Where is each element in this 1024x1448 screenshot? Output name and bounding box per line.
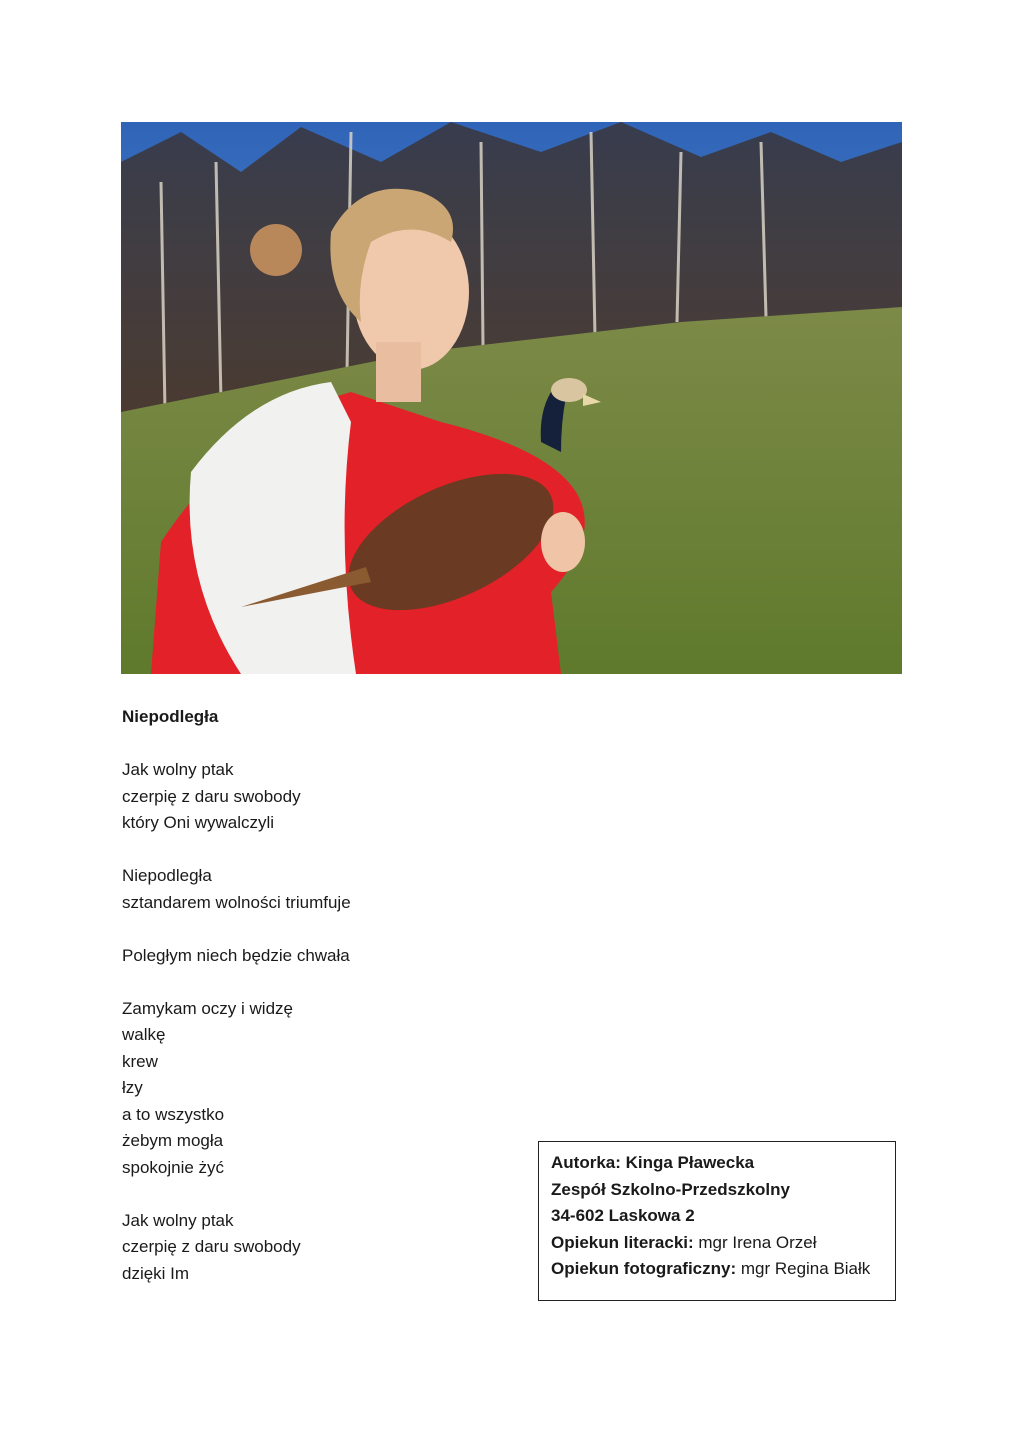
literary-supervisor-line bbox=[551, 1230, 883, 1257]
literary-supervisor-label: Opiekun literacki: bbox=[551, 1232, 694, 1252]
stanza bbox=[122, 757, 522, 837]
stanza bbox=[122, 1208, 522, 1288]
poem-line: czerpię z daru swobody bbox=[122, 1237, 301, 1256]
photo-supervisor-line bbox=[551, 1256, 883, 1283]
poem-line: łzy bbox=[122, 1078, 143, 1097]
poem-line: krew bbox=[122, 1051, 158, 1071]
address-line: 34-602 Laskowa 2 bbox=[551, 1206, 695, 1225]
credits-box bbox=[538, 1141, 896, 1301]
poem-line: Niepodległa bbox=[122, 866, 212, 885]
literary-supervisor-value: mgr Irena Orzeł bbox=[693, 1232, 817, 1252]
poem-line: Jak wolny ptak bbox=[122, 1210, 234, 1230]
stanza bbox=[122, 943, 522, 970]
poem-line: walkę bbox=[122, 1025, 166, 1044]
poem-line: czerpię z daru swobody bbox=[122, 786, 301, 806]
author-line: Autorka: Kinga Pławecka bbox=[551, 1153, 755, 1172]
stanza bbox=[122, 996, 522, 1182]
photo-supervisor-label: Opiekun fotograficzny: bbox=[551, 1259, 737, 1278]
photo-girl-with-pheasant-illustration bbox=[121, 122, 902, 674]
photo-supervisor-value: mgr Regina Białk bbox=[736, 1259, 871, 1278]
poem-line: Zamykam oczy i widzę bbox=[122, 998, 293, 1018]
poem-line: a to wszystko bbox=[122, 1104, 225, 1124]
poem-line: który Oni wywalczyli bbox=[122, 813, 275, 832]
poem-line: Poległym niech będzie chwała bbox=[122, 945, 350, 965]
poem-title: Niepodległa bbox=[122, 707, 219, 726]
stanza bbox=[122, 863, 522, 916]
poem-line: spokojnie żyć bbox=[122, 1157, 225, 1177]
poem bbox=[122, 704, 522, 1314]
photo bbox=[121, 122, 902, 674]
poem-line: dzięki Im bbox=[122, 1263, 190, 1283]
poem-line: sztandarem wolności triumfuje bbox=[122, 892, 351, 912]
poem-line: żebym mogła bbox=[122, 1131, 224, 1150]
poem-line: Jak wolny ptak bbox=[122, 760, 234, 779]
school-line: Zespół Szkolno-Przedszkolny bbox=[551, 1179, 790, 1199]
